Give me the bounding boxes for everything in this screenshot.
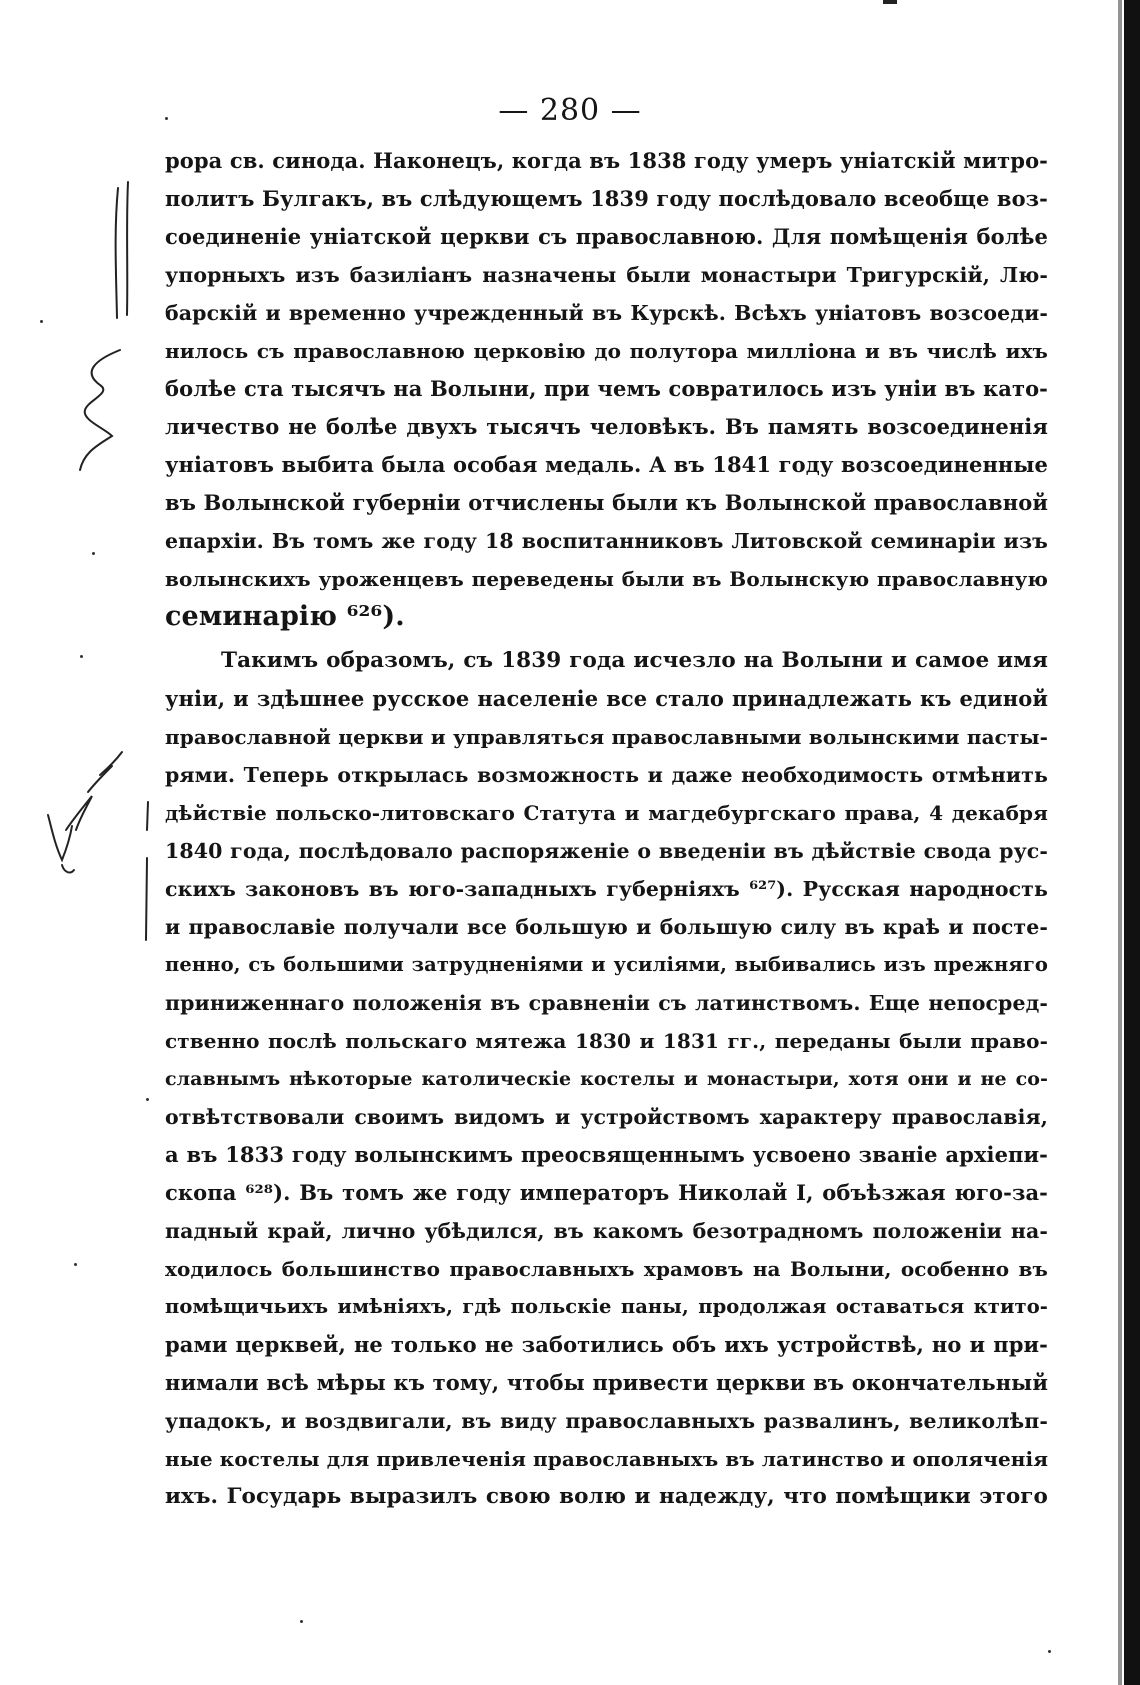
- text-line: упорныхъ изъ базиліанъ назначены были монастыри Тригурскій, Лю-: [165, 263, 1048, 287]
- text-line: падный край, лично убѣдился, въ какомъ безотрадномъ положеніи на-: [165, 1219, 1048, 1243]
- paragraph-2: [165, 642, 1048, 1516]
- scan-speck: [1048, 1650, 1051, 1653]
- paragraph-1: [165, 142, 1048, 636]
- scan-speck: [74, 1263, 77, 1266]
- text-line: личество не болѣе двухъ тысячъ человѣкъ. Въ память возсоединенія: [165, 414, 1048, 439]
- scan-edge-shadow: [1124, 0, 1140, 1685]
- text-line: рора св. синода. Наконецъ, когда въ 1838 году умеръ уніатскій митро-: [165, 148, 1048, 173]
- scan-speck: [92, 552, 95, 555]
- scan-speck: [146, 1098, 149, 1101]
- text-line: нимали всѣ мѣры къ тому, чтобы привести церкви въ окончательный: [165, 1370, 1048, 1395]
- scan-mark: [883, 0, 897, 4]
- text-line: упадокъ, и воздвигали, въ виду православныхъ развалинъ, великолѣп-: [165, 1409, 1048, 1433]
- body-text: [165, 142, 1048, 1516]
- text-line: рями. Теперь открылась возможность и даже необходимость отмѣнить: [165, 763, 1048, 787]
- text-line: ные костелы для привлеченія православныхъ въ латинство и ополяченія: [165, 1447, 1048, 1471]
- text-line: нилось съ православною церковію до полутора милліона и въ числѣ ихъ: [165, 339, 1048, 363]
- text-line: скопа ⁶²⁸). Въ томъ же году императоръ Николай I, объѣзжая юго-за-: [165, 1180, 1048, 1205]
- brace-mark: [80, 350, 120, 470]
- text-line: и православіе получали все большую и большую силу въ краѣ и посте-: [165, 915, 1048, 939]
- text-line: волынскихъ уроженцевъ переведены были въ Волынскую православную: [165, 567, 1048, 591]
- text-line: барскій и временно учрежденный въ Курскѣ. Всѣхъ уніатовъ возсоеди-: [165, 301, 1048, 325]
- text-line: ходилось большинство православныхъ храмовъ на Волыни, особенно въ: [165, 1257, 1048, 1281]
- text-line: соединеніе уніатской церкви съ православною. Для помѣщенія болѣе: [165, 224, 1048, 249]
- text-line: пенно, съ большими затрудненіями и усиліями, выбивались изъ прежняго: [165, 953, 1048, 976]
- scan-edge-shadow-inner: [1118, 0, 1122, 1685]
- text-line: рами церквей, не только не заботились объ ихъ устройствѣ, но и при-: [165, 1332, 1048, 1357]
- text-line: православной церкви и управляться православными волынскими пасты-: [165, 725, 1048, 749]
- scan-speck: [40, 320, 43, 323]
- double-vertical-line-mark: [116, 182, 128, 318]
- text-line: политъ Булгакъ, въ слѣдующемъ 1839 году послѣдовало всеобще воз-: [165, 186, 1048, 211]
- text-line: въ Волынской губерніи отчислены были къ Волынской православной: [165, 490, 1048, 515]
- text-line: скихъ законовъ въ юго-западныхъ губерніяхъ ⁶²⁷). Русская народность: [165, 877, 1048, 901]
- text-line: епархіи. Въ томъ же году 18 воспитанниковъ Литовской семинаріи изъ: [165, 529, 1048, 553]
- text-line: Такимъ образомъ, съ 1839 года исчезло на Волыни и самое имя: [221, 648, 1048, 673]
- text-line: семинарію ⁶²⁶).: [165, 601, 405, 632]
- text-line: уніатовъ выбита была особая медаль. А въ 1841 году возсоединенные: [165, 452, 1048, 477]
- text-line: приниженнаго положенія въ сравненіи съ латинствомъ. Еще непосред-: [165, 991, 1048, 1015]
- text-line: а въ 1833 году волынскимъ преосвященнымъ усвоено званіе архіепи-: [165, 1142, 1048, 1167]
- handwritten-note: [48, 752, 122, 872]
- page-number: — 280 —: [498, 93, 642, 128]
- scan-speck: [80, 655, 83, 658]
- text-line: дѣйствіе польско-литовскаго Статута и магдебургскаго права, 4 декабря: [165, 801, 1048, 825]
- text-line: помѣщичьихъ имѣніяхъ, гдѣ польскіе паны, продолжая оставаться ктито-: [165, 1295, 1048, 1318]
- text-line: славнымъ нѣкоторые католическіе костелы и монастыри, хотя они и не со-: [165, 1068, 1048, 1090]
- scan-speck: [165, 117, 168, 120]
- text-line: отвѣтствовали своимъ видомъ и устройствомъ характеру православія,: [165, 1105, 1048, 1129]
- vertical-bar-mark: [146, 802, 148, 940]
- text-line: болѣе ста тысячъ на Волыни, при чемъ совратилось изъ уніи въ като-: [165, 376, 1048, 401]
- text-line: уніи, и здѣшнее русское населеніе все стало принадлежать къ единой: [165, 686, 1048, 711]
- text-line: 1840 года, послѣдовало распоряженіе о введеніи въ дѣйствіе свода рус-: [165, 839, 1048, 863]
- text-line: ственно послѣ польскаго мятежа 1830 и 1831 гг., переданы были право-: [165, 1029, 1048, 1053]
- text-line: ихъ. Государь выразилъ свою волю и надежду, что помѣщики этого: [165, 1484, 1048, 1509]
- scan-speck: [300, 1620, 303, 1623]
